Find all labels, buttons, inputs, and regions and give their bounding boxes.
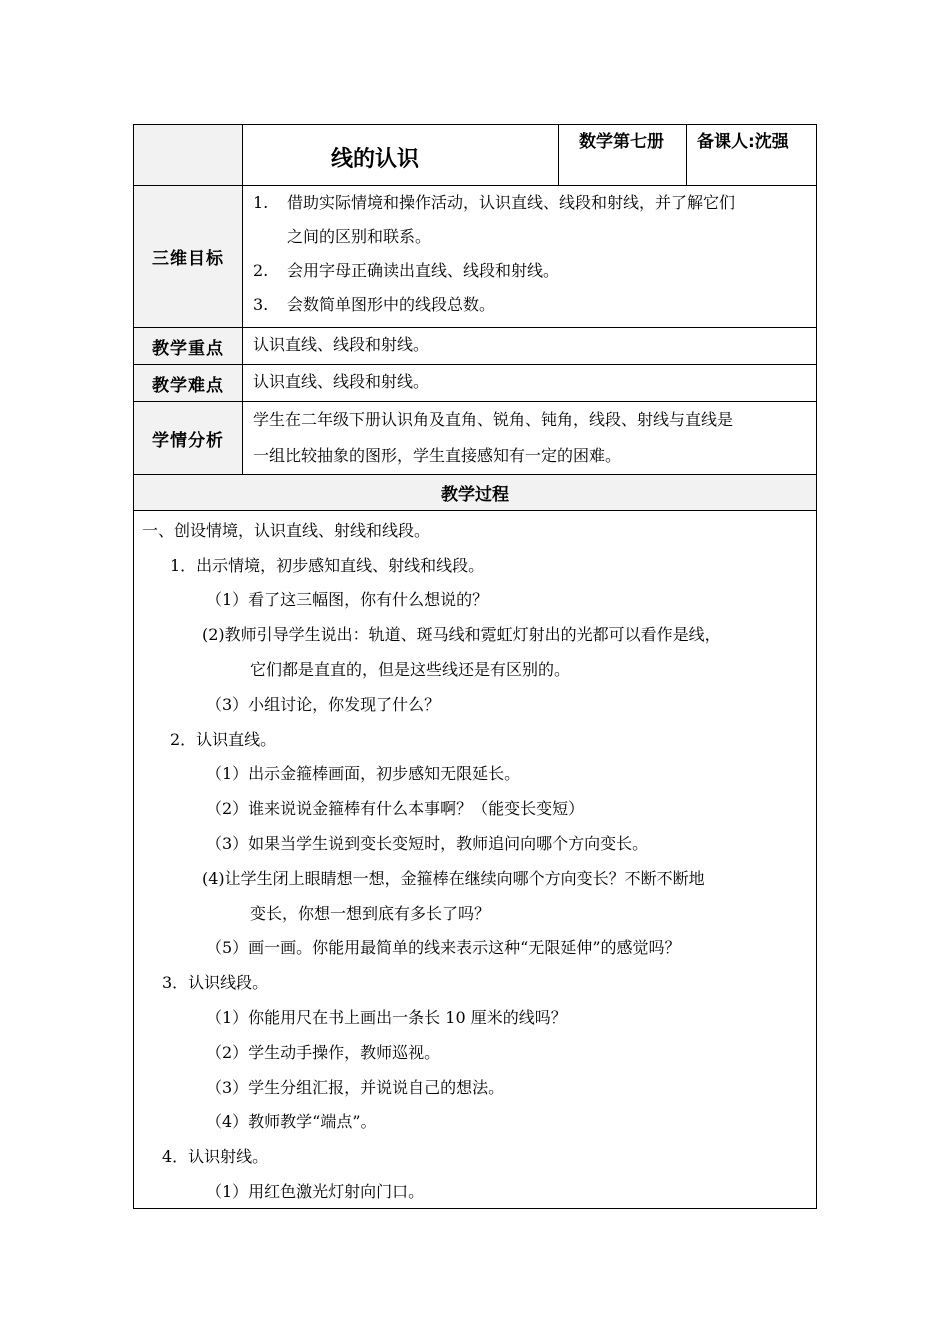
analysis-row [134, 402, 816, 475]
process-line: 2．认识直线。 [170, 729, 277, 749]
objective-text: 会用字母正确读出直线、线段和射线。 [287, 261, 560, 280]
process-line: 一、创设情境，认识直线、射线和线段。 [142, 520, 431, 540]
process-line: （1）用红色激光灯射向门口。 [206, 1182, 425, 1202]
process-body [134, 511, 816, 1208]
process-line: （2）学生动手操作，教师巡视。 [206, 1042, 441, 1062]
header-blank-cell [134, 125, 243, 185]
objective-item [253, 254, 808, 288]
objective-text-continued: 之间的区别和联系。 [287, 227, 432, 246]
process-line: （3）学生分组汇报，并说说自己的想法。 [206, 1077, 505, 1097]
author-name: 备课人:沈强 [697, 132, 789, 152]
objectives-content [243, 186, 816, 327]
objectives-row [134, 186, 816, 328]
objective-text: 借助实际情境和操作活动，认识直线、线段和射线，并了解它们 [287, 193, 736, 212]
key-point-text: 认识直线、线段和射线。 [253, 335, 430, 354]
analysis-line: 一组比较抽象的图形，学生直接感知有一定的困难。 [253, 446, 622, 465]
difficulty-row [134, 365, 816, 402]
analysis-content [243, 402, 816, 474]
process-line: (2)教师引导学生说出：轨道、斑马线和霓虹灯射出的光都可以看作是线， [202, 625, 721, 645]
objectives-label: 三维目标 [134, 186, 243, 327]
objective-number: 3. [253, 295, 269, 314]
process-line: （1）看了这三幅图，你有什么想说的？ [206, 590, 489, 610]
process-line: （2）谁来说说金箍棒有什么本事啊？（能变长变短） [206, 799, 585, 819]
process-heading: 教学过程 [134, 475, 816, 510]
objective-item [253, 288, 808, 322]
process-line: （3）小组讨论，你发现了什么？ [206, 694, 441, 714]
key-point-row [134, 328, 816, 365]
objective-number: 2. [253, 261, 269, 280]
lesson-title: 线的认识 [243, 125, 559, 185]
book-name: 数学第七册 [559, 125, 687, 185]
process-line: （1）出示金箍棒画面，初步感知无限延长。 [206, 764, 521, 784]
process-line: 3．认识线段。 [162, 973, 269, 993]
process-line: (4)让学生闭上眼睛想一想，金箍棒在继续向哪个方向变长？不断不断地 [202, 868, 705, 888]
process-line: （5）画一画。你能用最简单的线来表示这种“无限延伸”的感觉吗？ [206, 938, 681, 958]
process-line: 变长，你想一想到底有多长了吗？ [250, 903, 491, 923]
process-line: （1）你能用尺在书上画出一条长 10 厘米的线吗？ [206, 1008, 567, 1028]
analysis-line: 学生在二年级下册认识角及直角、锐角、钝角，线段、射线与直线是 [253, 410, 734, 429]
process-line: 它们都是直直的，但是这些线还是有区别的。 [250, 660, 571, 680]
difficulty-text: 认识直线、线段和射线。 [253, 372, 430, 391]
objective-text: 会数简单图形中的线段总数。 [287, 295, 496, 314]
process-line: （4）教师教学“端点”。 [206, 1112, 377, 1132]
process-line: （3）如果当学生说到变长变短时，教师追问向哪个方向变长。 [206, 834, 649, 854]
process-line: 1．出示情境，初步感知直线、射线和线段。 [170, 555, 485, 575]
lesson-plan-table [133, 124, 817, 1209]
difficulty-label: 教学难点 [134, 365, 243, 401]
analysis-label: 学情分析 [134, 402, 243, 474]
objective-number: 1. [253, 193, 269, 212]
key-point-label: 教学重点 [134, 328, 243, 364]
header-row [134, 125, 816, 186]
objective-item [253, 186, 808, 220]
process-heading-row [134, 475, 816, 511]
process-line: 4．认识射线。 [162, 1147, 269, 1167]
